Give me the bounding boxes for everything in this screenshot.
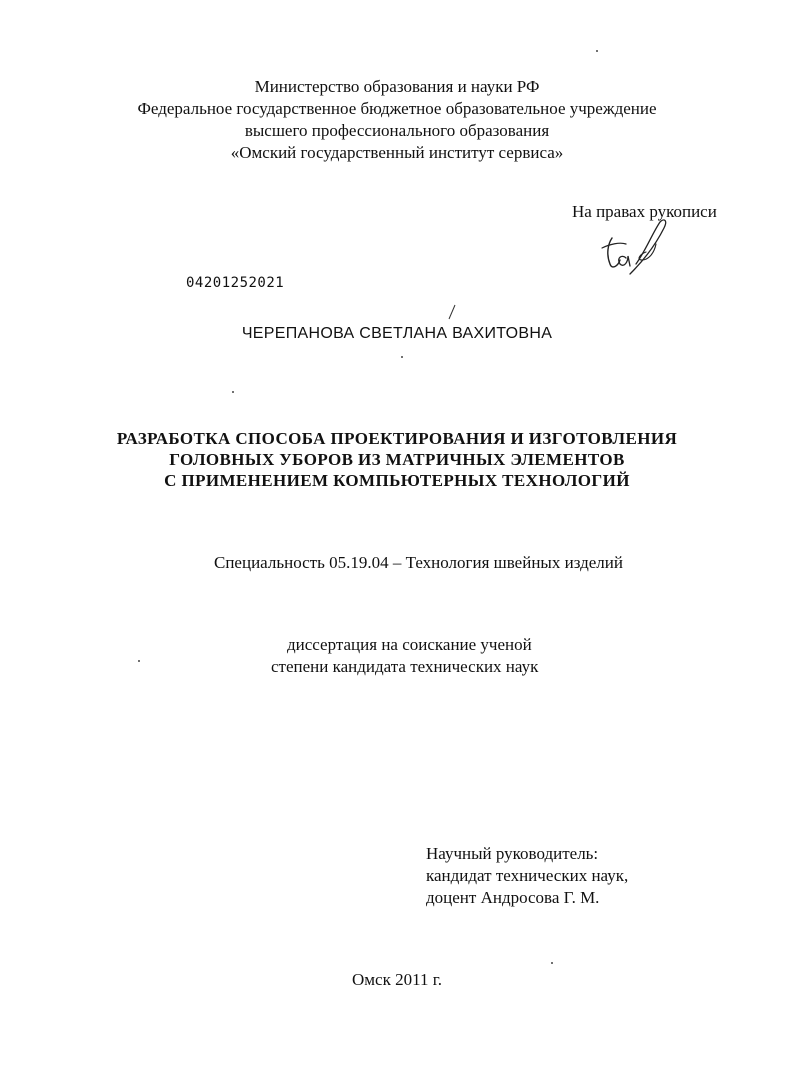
scan-speck xyxy=(596,50,598,52)
city-year: Омск 2011 г. xyxy=(351,970,442,989)
scan-speck xyxy=(138,660,140,662)
scan-speck xyxy=(551,962,553,964)
scan-speck xyxy=(401,356,403,358)
supervisor-heading: Научный руководитель: xyxy=(426,844,599,863)
degree-line-2: степени кандидата технических наук xyxy=(271,657,539,676)
manuscript-note: На правах рукописи xyxy=(572,202,717,221)
education-level-line: высшего профессионального образования xyxy=(244,121,550,140)
scan-speck xyxy=(232,391,234,393)
ministry-line: Министерство образования и науки РФ xyxy=(254,77,540,96)
author-name: ЧЕРЕПАНОВА СВЕТЛАНА ВАХИТОВНА xyxy=(241,325,553,342)
degree-line-1: диссертация на соискание ученой xyxy=(287,635,532,654)
institute-name-line: «Омский государственный институт сервиса» xyxy=(230,143,564,162)
specialty-line: Специальность 05.19.04 – Технология швейных изделий xyxy=(214,553,623,572)
supervisor-degree: кандидат технических наук, xyxy=(426,866,629,885)
thesis-title-line-3: С ПРИМЕНЕНИЕМ КОМПЬЮТЕРНЫХ ТЕХНОЛОГИЙ xyxy=(164,471,630,490)
signature-mark xyxy=(596,214,676,284)
archive-number: 04201252021 xyxy=(186,275,285,291)
thesis-title-line-2: ГОЛОВНЫХ УБОРОВ ИЗ МАТРИЧНЫХ ЭЛЕМЕНТОВ xyxy=(169,450,625,469)
supervisor-name: доцент Андросова Г. М. xyxy=(426,888,600,907)
institution-type-line: Федеральное государственное бюджетное образовательное учреждение xyxy=(137,99,657,118)
slash-mark xyxy=(447,304,457,320)
thesis-title-line-1: РАЗРАБОТКА СПОСОБА ПРОЕКТИРОВАНИЯ И ИЗГОТОВЛЕНИЯ xyxy=(116,429,678,448)
